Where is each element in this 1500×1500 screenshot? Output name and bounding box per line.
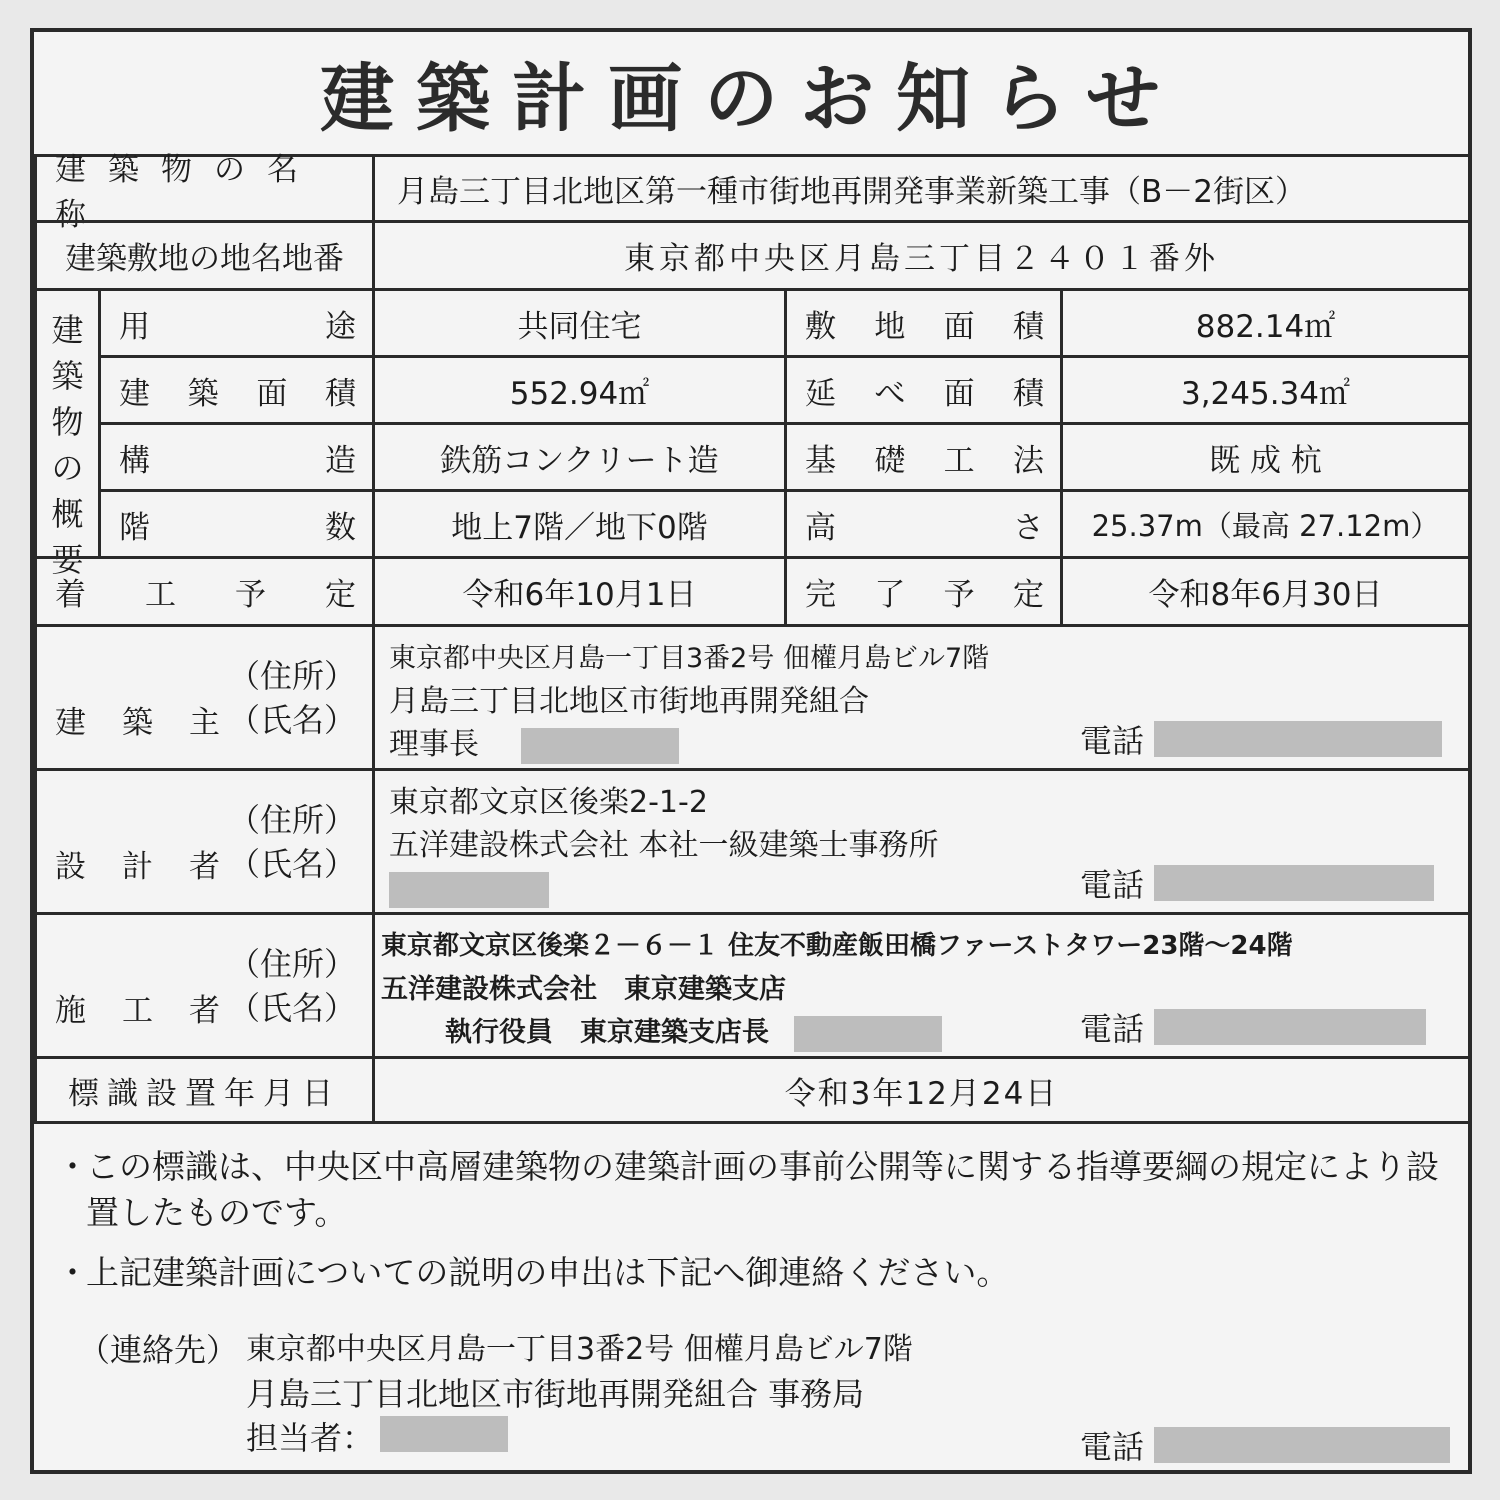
label-char: 高 bbox=[805, 509, 836, 546]
floor-area-text: 3,245.34㎡ bbox=[1180, 375, 1351, 412]
foundation-text: 既 成 杭 bbox=[1209, 442, 1322, 479]
overview-char: 物 bbox=[51, 403, 84, 441]
note-text: 上記建築計画についての説明の申出は下記へ御連絡ください。 bbox=[86, 1253, 1010, 1292]
label-char: 工 bbox=[943, 442, 975, 479]
structure-value bbox=[372, 422, 784, 489]
contact-row bbox=[78, 1372, 913, 1416]
contractor-name: 五洋建設株式会社 東京建築支店 bbox=[381, 974, 786, 1005]
owner-tags bbox=[228, 654, 356, 742]
label-char: 主 bbox=[189, 705, 220, 741]
label-char: 用 bbox=[119, 308, 150, 345]
contact-spacer bbox=[78, 1372, 246, 1416]
label-char: 着 bbox=[55, 577, 86, 613]
overview-char: 要 bbox=[51, 541, 84, 579]
redacted-block bbox=[1154, 721, 1442, 757]
redacted-block bbox=[794, 1016, 942, 1052]
label-char: 積 bbox=[1012, 375, 1044, 412]
contractor-label bbox=[34, 912, 372, 1056]
site-area-value bbox=[1060, 288, 1468, 355]
overview-char: 建 bbox=[51, 311, 84, 349]
contractor-title-row bbox=[381, 1011, 942, 1054]
bullet-mark: ・ bbox=[56, 1147, 89, 1186]
site-label bbox=[34, 220, 372, 288]
building-name-label-text: 建築物の名称 bbox=[55, 151, 320, 233]
contact-block bbox=[78, 1328, 913, 1460]
label-char: 了 bbox=[874, 577, 906, 613]
notes bbox=[56, 1130, 1456, 1296]
owner-title-row bbox=[389, 723, 679, 766]
label-char: 築 bbox=[187, 375, 219, 412]
site-area-label bbox=[784, 288, 1060, 355]
label-char: 計 bbox=[122, 849, 153, 885]
sign-date-label-text: 標識設置年月日 bbox=[68, 1076, 341, 1112]
name-tag: （氏名） bbox=[227, 700, 356, 739]
contractor-label-text bbox=[55, 985, 220, 1030]
label-char: 予 bbox=[943, 577, 975, 613]
notice-board bbox=[30, 28, 1472, 1474]
label-char: 礎 bbox=[874, 442, 906, 479]
redacted-block bbox=[521, 728, 679, 764]
note-item bbox=[56, 1250, 1456, 1296]
contact-address: 東京都中央区月島一丁目3番2号 佃權月島ビル7階 bbox=[246, 1332, 913, 1367]
end-label bbox=[784, 556, 1060, 624]
label-char: 積 bbox=[324, 375, 356, 412]
label-char: 積 bbox=[1012, 308, 1044, 345]
redacted-block bbox=[380, 1416, 508, 1452]
owner-name: 月島三丁目北地区市街地再開発組合 bbox=[389, 684, 869, 719]
info-table bbox=[34, 151, 1468, 1150]
phone-label: 電話 bbox=[1080, 1428, 1145, 1466]
label-char: 途 bbox=[325, 308, 356, 345]
address-tag: （住所） bbox=[227, 800, 356, 839]
name-tag: （氏名） bbox=[227, 988, 356, 1027]
designer-redacted-row bbox=[389, 867, 549, 910]
sign-date-value bbox=[372, 1056, 1468, 1122]
label-char: 定 bbox=[325, 577, 356, 613]
designer-name: 五洋建設株式会社 本社一級建築士事務所 bbox=[389, 828, 939, 863]
contractor-title: 執行役員 東京建築支店長 bbox=[445, 1017, 769, 1048]
use-value-text: 共同住宅 bbox=[517, 308, 642, 345]
building-area-label bbox=[98, 355, 372, 422]
redacted-block bbox=[1154, 865, 1434, 901]
building-area-text: 552.94㎡ bbox=[509, 375, 650, 412]
overview-char: 概 bbox=[51, 495, 84, 533]
redacted-block bbox=[1154, 1009, 1426, 1045]
note-item bbox=[56, 1144, 1456, 1236]
label-char: 建 bbox=[55, 705, 86, 741]
floor-area-value bbox=[1060, 355, 1468, 422]
label-char: 法 bbox=[1012, 442, 1044, 479]
owner-title: 理事長 bbox=[389, 727, 479, 762]
end-value bbox=[1060, 556, 1468, 624]
height-label bbox=[784, 489, 1060, 556]
owner-label-text bbox=[55, 697, 220, 742]
height-text: 25.37m（最高 27.12m） bbox=[1091, 508, 1440, 543]
site-value-text: 東京都中央区月島三丁目２４０１番外 bbox=[624, 241, 1219, 277]
address-tag: （住所） bbox=[227, 944, 356, 983]
label-char: 面 bbox=[256, 375, 288, 412]
owner-phone bbox=[1080, 716, 1442, 762]
label-char: 敷 bbox=[805, 308, 836, 345]
contact-person: 担当者： bbox=[246, 1419, 375, 1457]
overview-char: 築 bbox=[51, 357, 84, 395]
notice-title: 建築計画のお知らせ bbox=[320, 56, 1182, 142]
label-char: 設 bbox=[55, 849, 86, 885]
label-char: 階 bbox=[119, 509, 150, 546]
structure-text: 鉄筋コンクリート造 bbox=[440, 442, 719, 479]
phone-label: 電話 bbox=[1080, 722, 1145, 760]
label-char: 施 bbox=[55, 993, 86, 1029]
floors-label bbox=[98, 489, 372, 556]
label-char: 地 bbox=[874, 308, 906, 345]
designer-tags bbox=[228, 798, 356, 886]
building-area-value bbox=[372, 355, 784, 422]
floors-value bbox=[372, 489, 784, 556]
label-char: 基 bbox=[805, 442, 836, 479]
note-text: この標識は、中央区中高層建築物の建築計画の事前公開等に関する指導要綱の規定により設置したものです。 bbox=[86, 1147, 1439, 1232]
contractor-phone bbox=[1080, 1004, 1426, 1050]
use-value bbox=[372, 288, 784, 355]
designer-label bbox=[34, 768, 372, 912]
designer-label-text bbox=[55, 841, 220, 886]
site-value bbox=[372, 220, 1468, 288]
label-char: 者 bbox=[189, 849, 220, 885]
label-char: 数 bbox=[325, 509, 356, 546]
overview-group-label bbox=[34, 288, 98, 579]
label-char: べ bbox=[874, 375, 906, 412]
floor-area-label bbox=[784, 355, 1060, 422]
contact-name: 月島三丁目北地区市街地再開発組合 事務局 bbox=[246, 1375, 865, 1413]
redacted-block bbox=[389, 872, 549, 908]
contact-row bbox=[78, 1328, 913, 1372]
label-char: 予 bbox=[235, 577, 266, 613]
label-char: 面 bbox=[943, 308, 975, 345]
label-char: 築 bbox=[122, 705, 153, 741]
phone-label: 電話 bbox=[1080, 866, 1145, 904]
site-area-text: 882.14㎡ bbox=[1195, 308, 1336, 345]
owner-address: 東京都中央区月島一丁目3番2号 佃權月島ビル7階 bbox=[389, 643, 990, 674]
label-char: 延 bbox=[805, 375, 836, 412]
label-char: 者 bbox=[189, 993, 220, 1029]
address-tag: （住所） bbox=[227, 656, 356, 695]
site-label-text: 建築敷地の地名地番 bbox=[65, 241, 344, 277]
start-label bbox=[34, 556, 372, 624]
use-label bbox=[98, 288, 372, 355]
contact-label: （連絡先） bbox=[78, 1331, 239, 1369]
floors-text: 地上7階／地下0階 bbox=[451, 509, 708, 546]
building-name-label bbox=[34, 151, 372, 233]
sign-date-text: 令和3年12月24日 bbox=[784, 1076, 1059, 1112]
start-value bbox=[372, 556, 784, 624]
contractor-tags bbox=[228, 942, 356, 1030]
contact-spacer bbox=[78, 1416, 246, 1460]
contractor-address: 東京都文京区後楽２－６－１ 住友不動産飯田橋ファーストタワー23階～24階 bbox=[381, 931, 1293, 961]
designer-address: 東京都文京区後楽2-1-2 bbox=[389, 785, 708, 820]
label-char: 定 bbox=[1012, 577, 1044, 613]
overview-char: の bbox=[51, 449, 84, 487]
structure-label bbox=[98, 422, 372, 489]
label-char: 完 bbox=[805, 577, 836, 613]
bullet-mark: ・ bbox=[56, 1253, 89, 1292]
end-date-text: 令和8年6月30日 bbox=[1148, 577, 1383, 613]
contact-row bbox=[78, 1416, 913, 1460]
building-name-value bbox=[372, 154, 1468, 220]
label-char: 建 bbox=[119, 375, 150, 412]
redacted-block bbox=[1154, 1427, 1450, 1463]
start-date-text: 令和6年10月1日 bbox=[462, 577, 697, 613]
label-char: さ bbox=[1013, 509, 1044, 546]
foundation-label bbox=[784, 422, 1060, 489]
phone-label: 電話 bbox=[1080, 1010, 1145, 1048]
owner-label bbox=[34, 624, 372, 768]
label-char: 構 bbox=[119, 442, 150, 479]
height-value bbox=[1060, 489, 1468, 556]
label-char: 造 bbox=[325, 442, 356, 479]
sign-date-label bbox=[34, 1056, 372, 1122]
designer-phone bbox=[1080, 860, 1434, 906]
label-char: 工 bbox=[122, 993, 153, 1029]
label-char: 面 bbox=[943, 375, 975, 412]
contact-phone bbox=[1080, 1422, 1450, 1468]
building-name-text: 月島三丁目北地区第一種市街地再開発事業新築工事（B－2街区） bbox=[397, 174, 1306, 210]
name-tag: （氏名） bbox=[227, 844, 356, 883]
foundation-value bbox=[1060, 422, 1468, 489]
label-char: 工 bbox=[145, 577, 176, 613]
